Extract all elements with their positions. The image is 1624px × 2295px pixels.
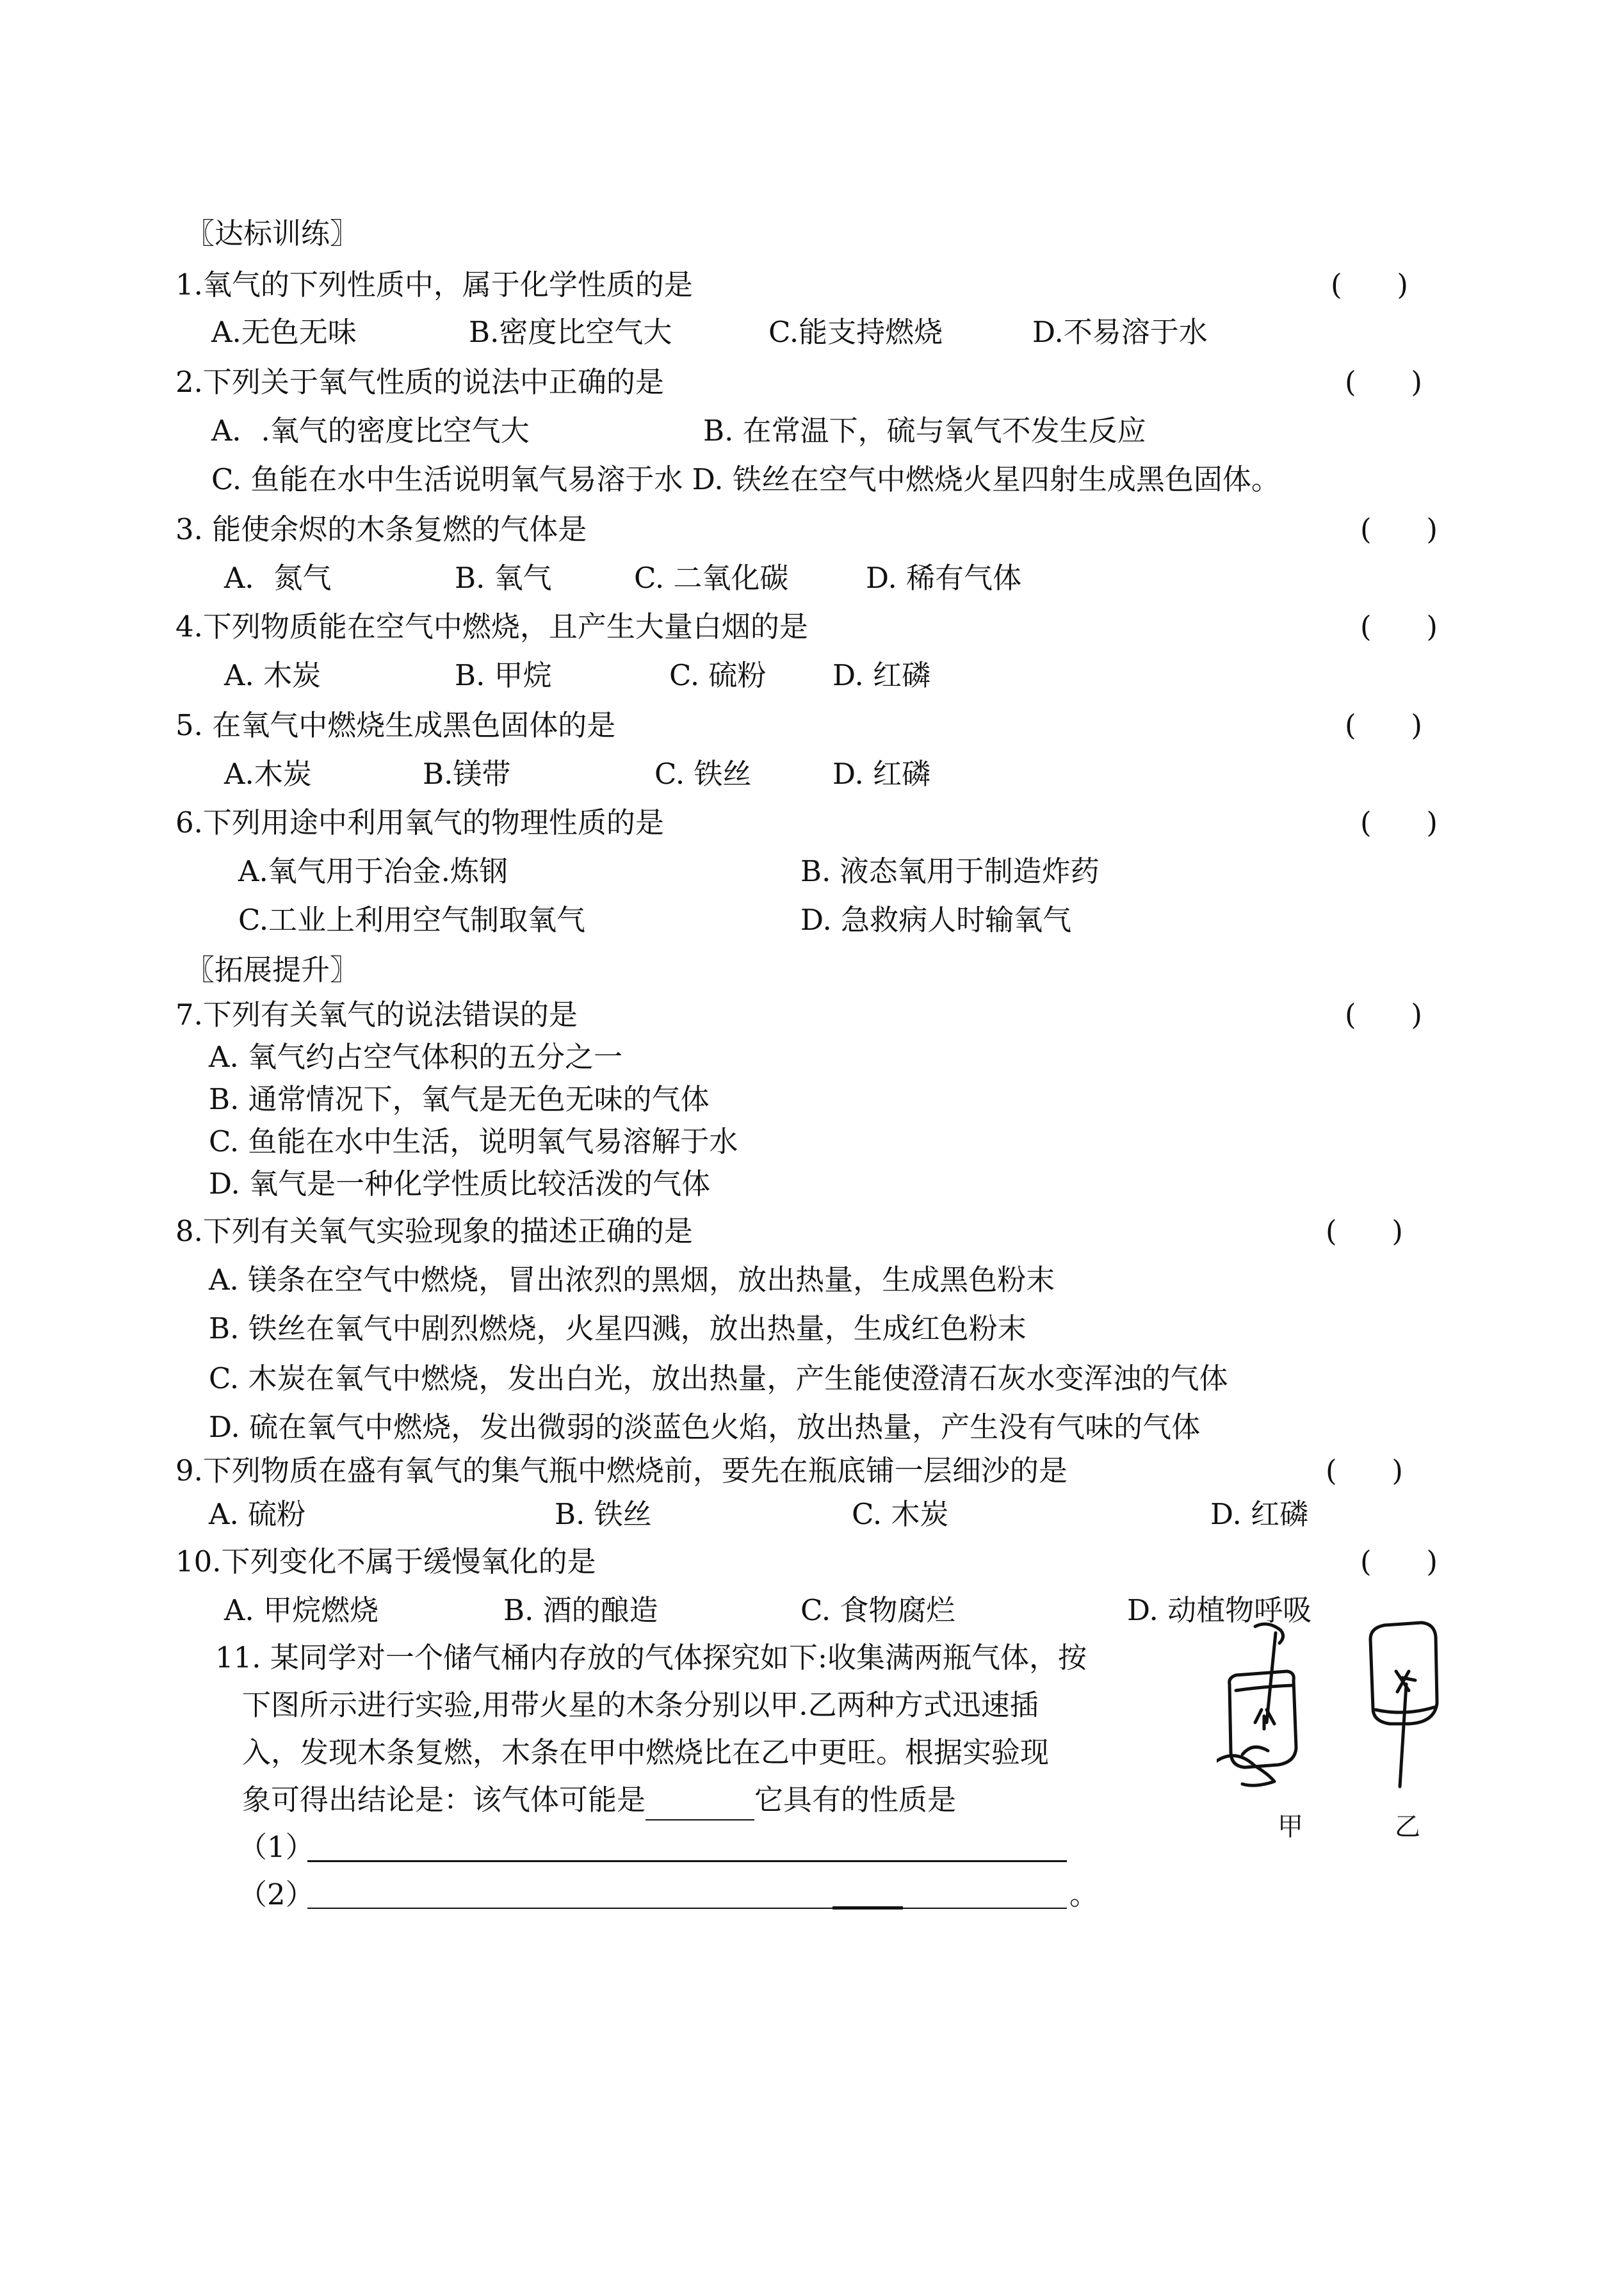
q11-line4-end: 它具有的性质是: [754, 1783, 957, 1817]
q7-answer-paren[interactable]: ( ): [1345, 998, 1422, 1032]
q1-option-a: A.无色无味: [211, 315, 357, 349]
q6-option-b: B. 液态氧用于制造炸药: [800, 854, 1100, 888]
q4-option-a: A. 木炭: [224, 658, 321, 692]
q11-gas-blank[interactable]: [646, 1791, 754, 1821]
q4-stem: 4.下列物质能在空气中燃烧，且产生大量白烟的是: [175, 610, 808, 644]
q11-line4: [242, 1780, 956, 1821]
q8-option-a: A. 镁条在空气中燃烧，冒出浓烈的黑烟，放出热量，生成黑色粉末: [209, 1263, 1055, 1297]
q10-stem: 10.下列变化不属于缓慢氧化的是: [175, 1545, 596, 1578]
q11-line2: 下图所示进行实验,用带火星的木条分别以甲.乙两种方式迅速插: [242, 1688, 1039, 1722]
q7-option-d: D. 氧气是一种化学性质比较活泼的气体: [209, 1167, 711, 1201]
q10-option-d: D. 动植物呼吸: [1127, 1593, 1312, 1627]
q11-line1: 11. 某同学对一个储气桶内存放的气体探究如下:收集满两瓶气体，按: [215, 1641, 1087, 1675]
section-practice: 〖达标训练〗: [186, 216, 359, 250]
q6-option-c: C.工业上利用空气制取氧气: [238, 903, 586, 937]
jar-jia-sketch: [1217, 1624, 1296, 1785]
q7-option-a: A. 氧气约占空气体积的五分之一: [209, 1040, 623, 1074]
q7-option-b: B. 通常情况下，氧气是无色无味的气体: [209, 1082, 710, 1116]
q3-option-a: A．氮气: [224, 561, 332, 595]
q6-answer-paren[interactable]: ( ): [1360, 806, 1438, 839]
q1-answer-paren[interactable]: ( ): [1331, 268, 1408, 302]
q11-item1-answer-line[interactable]: [307, 1860, 1067, 1862]
q11-item2-label: （2）: [238, 1877, 314, 1911]
q1-option-c: C.能支持燃烧: [768, 315, 943, 349]
q1-option-d: D.不易溶于水: [1032, 315, 1208, 349]
q11-item2-answer-line[interactable]: [307, 1908, 1067, 1909]
q2-option-a: A．.氧气的密度比空气大: [211, 414, 530, 448]
q5-answer-paren[interactable]: ( ): [1345, 708, 1422, 742]
q1-option-b: B.密度比空气大: [469, 315, 672, 349]
q3-option-c: C. 二氧化碳: [634, 561, 789, 595]
q5-option-d: D. 红磷: [832, 757, 931, 791]
q4-answer-paren[interactable]: ( ): [1360, 610, 1438, 644]
q10-option-a: A. 甲烷燃烧: [224, 1593, 379, 1627]
q11-item2-end: 。: [1069, 1877, 1099, 1911]
q4-option-b: B. 甲烷: [455, 658, 552, 692]
q3-answer-paren[interactable]: ( ): [1360, 512, 1438, 546]
q11-line3: 入，发现木条复燃，木条在甲中燃烧比在乙中更旺。根据实验现: [242, 1735, 1050, 1769]
q6-stem: 6.下列用途中利用氧气的物理性质的是: [175, 806, 664, 839]
q5-stem: 5. 在氧气中燃烧生成黑色固体的是: [175, 708, 616, 742]
q2-option-b: B. 在常温下，硫与氧气不发生反应: [703, 414, 1146, 448]
q9-stem: 9.下列物质在盛有氧气的集气瓶中燃烧前，要先在瓶底铺一层细沙的是: [175, 1454, 1068, 1488]
q5-option-c: C. 铁丝: [654, 757, 752, 791]
q6-option-d: D. 急救病人时输氧气: [800, 903, 1072, 937]
q1-stem: 1.氧气的下列性质中，属于化学性质的是: [175, 268, 693, 302]
experiment-figure: [1217, 1614, 1460, 1806]
q7-stem: 7.下列有关氧气的说法错误的是: [175, 998, 578, 1032]
q5-option-b: B.镁带: [423, 757, 511, 791]
q11-item2-answer-line-accent: [832, 1906, 903, 1910]
q9-option-d: D. 红磷: [1210, 1497, 1309, 1531]
q9-option-b: B. 铁丝: [555, 1497, 652, 1531]
q6-option-a: A.氧气用于冶金.炼钢: [238, 854, 508, 888]
q11-line4-start: 象可得出结论是：该气体可能是: [242, 1783, 646, 1817]
q8-answer-paren[interactable]: ( ): [1326, 1214, 1403, 1248]
figure-label-jia: 甲: [1278, 1812, 1303, 1842]
q9-option-a: A. 硫粉: [209, 1497, 306, 1531]
q4-option-d: D. 红磷: [832, 658, 931, 692]
q2-answer-paren[interactable]: ( ): [1345, 365, 1422, 399]
q10-answer-paren[interactable]: ( ): [1360, 1545, 1438, 1578]
q10-option-c: C. 食物腐烂: [800, 1593, 955, 1627]
jar-yi-sketch: [1370, 1623, 1437, 1787]
figure-label-yi: 乙: [1395, 1812, 1420, 1842]
q8-stem: 8.下列有关氧气实验现象的描述正确的是: [175, 1214, 693, 1248]
q5-option-a: A.木炭: [224, 757, 312, 791]
q10-option-b: B. 酒的酿造: [503, 1593, 658, 1627]
q4-option-c: C. 硫粉: [669, 658, 767, 692]
q8-option-d: D. 硫在氧气中燃烧，发出微弱的淡蓝色火焰，放出热量，产生没有气味的气体: [209, 1410, 1201, 1444]
q9-answer-paren[interactable]: ( ): [1326, 1454, 1403, 1488]
q3-stem: 3. 能使余烬的木条复燃的气体是: [175, 512, 587, 546]
q11-item1-label: （1）: [238, 1830, 314, 1864]
section-extension: 〖拓展提升〗: [186, 953, 359, 987]
q2-option-cd: C. 鱼能在水中生活说明氧气易溶于水 D. 铁丝在空气中燃烧火星四射生成黑色固体。: [211, 462, 1280, 496]
q3-option-d: D. 稀有气体: [866, 561, 1022, 595]
q3-option-b: B. 氧气: [455, 561, 552, 595]
q9-option-c: C. 木炭: [852, 1497, 949, 1531]
q8-option-c: C. 木炭在氧气中燃烧，发出白光，放出热量，产生能使澄清石灰水变浑浊的气体: [209, 1361, 1228, 1395]
q8-option-b: B. 铁丝在氧气中剧烈燃烧，火星四溅，放出热量，生成红色粉末: [209, 1311, 1027, 1345]
q7-option-c: C. 鱼能在水中生活，说明氧气易溶解于水: [209, 1124, 738, 1158]
q2-stem: 2.下列关于氧气性质的说法中正确的是: [175, 365, 664, 399]
